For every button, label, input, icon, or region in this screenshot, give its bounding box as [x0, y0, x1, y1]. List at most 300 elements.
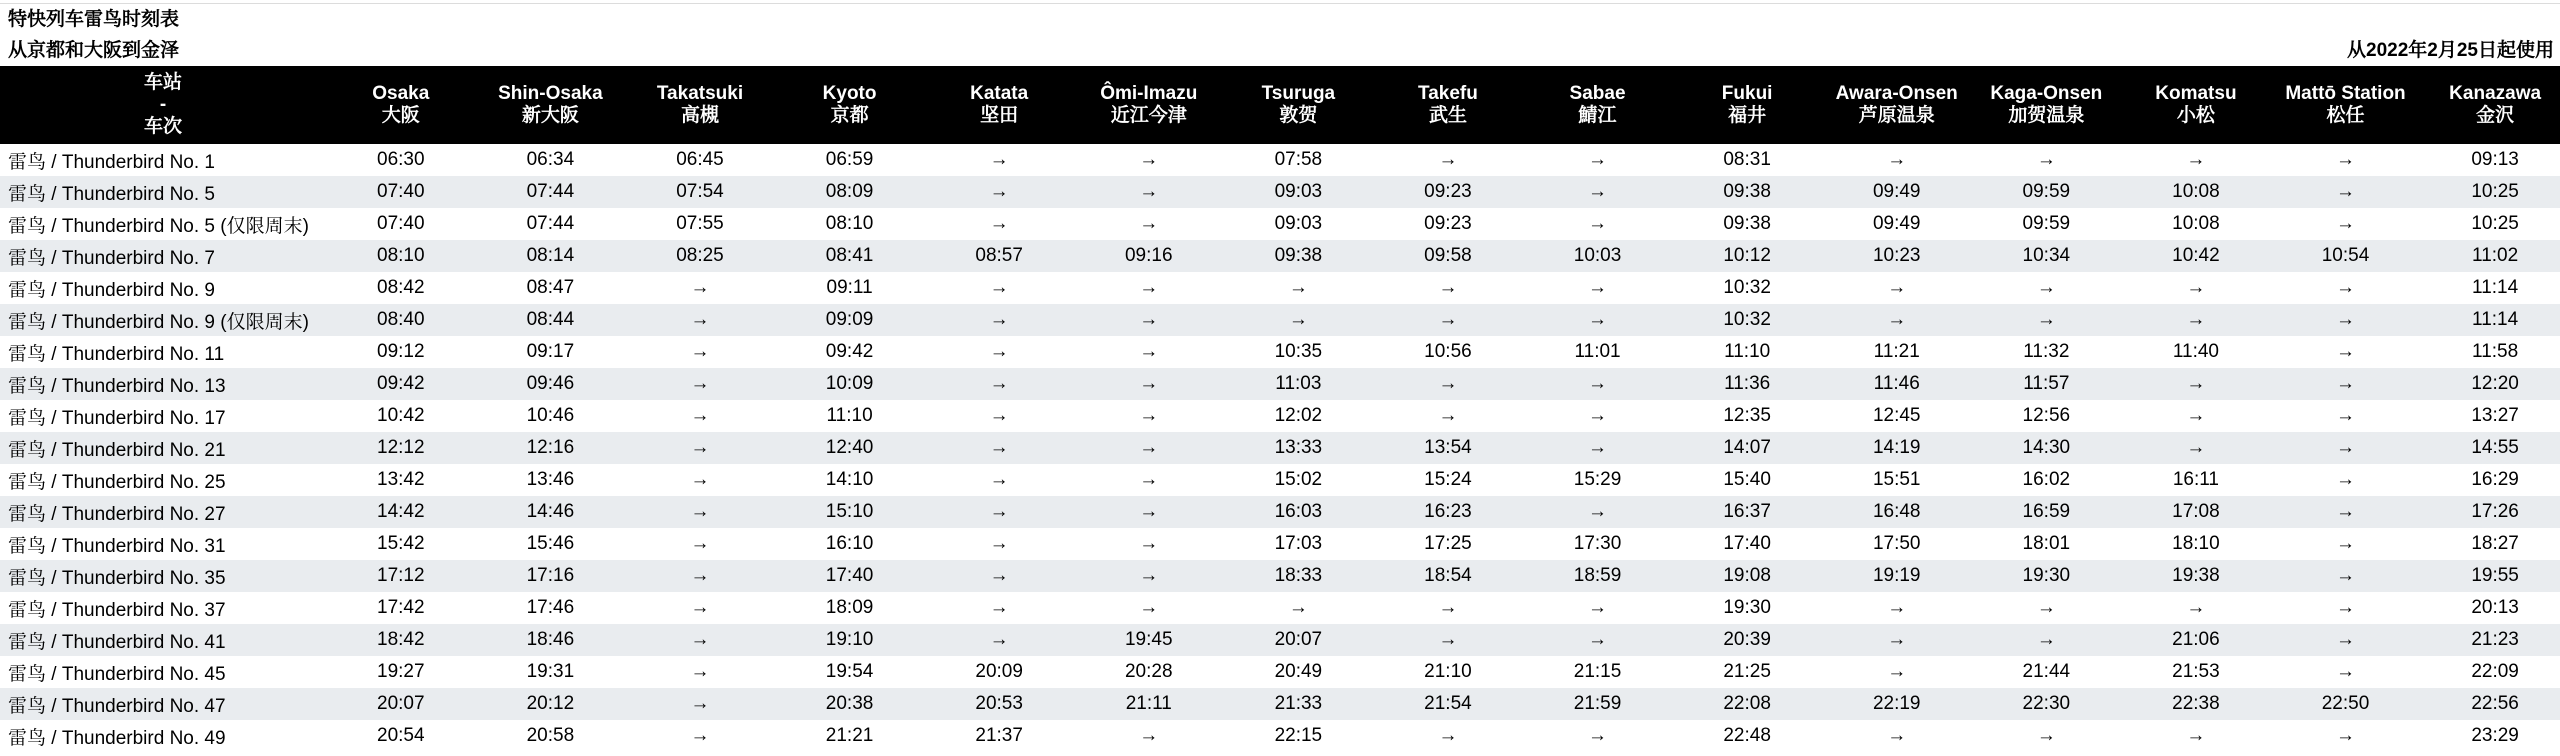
- departure-time-cell: 08:25: [625, 240, 775, 272]
- pass-arrow-cell: →: [625, 688, 775, 720]
- departure-time-cell: 20:49: [1274, 661, 1323, 682]
- station-name-zh: 金沢: [2476, 105, 2515, 126]
- station-name-en: Awara-Onsen: [1835, 83, 1958, 104]
- departure-time-cell: 15:51: [1872, 469, 1921, 490]
- departure-time-cell: 19:30: [1972, 560, 2122, 592]
- departure-time-cell: 15:46: [526, 533, 575, 554]
- effective-date: 从2022年2月25日起使用: [2347, 40, 2554, 61]
- station-header: [1074, 66, 1224, 144]
- corner-train-label: 车次: [143, 116, 182, 137]
- departure-time-cell: 11:14: [2420, 304, 2560, 336]
- train-name-cell: 雷鸟 / Thunderbird No. 11: [8, 343, 225, 365]
- station-name-en: Takatsuki: [656, 83, 744, 104]
- pass-arrow-cell: →: [1139, 149, 1159, 170]
- pass-arrow-cell: →: [1822, 624, 1972, 656]
- departure-time-cell: 18:42: [326, 624, 476, 656]
- departure-time-cell: 11:01: [1574, 341, 1621, 362]
- departure-time-cell: 22:19: [1822, 688, 1972, 720]
- pass-arrow-cell: →: [989, 597, 1009, 618]
- station-name-zh: 高槻: [680, 105, 719, 126]
- departure-time-cell: 15:42: [377, 533, 425, 554]
- train-name-cell: 雷鸟 / Thunderbird No. 41: [0, 624, 326, 656]
- train-name-cell: 雷鸟 / Thunderbird No. 35: [0, 560, 326, 592]
- pass-arrow-cell: →: [2186, 277, 2206, 298]
- departure-time-cell: 07:44: [526, 213, 575, 234]
- corner-station-label: 车站: [143, 72, 182, 93]
- pass-arrow-cell: →: [2336, 597, 2356, 618]
- departure-time-cell: 17:50: [1872, 533, 1921, 554]
- departure-time-cell: 10:56: [1424, 341, 1472, 362]
- pass-arrow-cell: →: [625, 560, 775, 592]
- departure-time-cell: 09:03: [1224, 176, 1374, 208]
- train-row: [0, 272, 2560, 304]
- station-name-zh: 新大阪: [521, 105, 579, 126]
- departure-time-cell: 21:10: [1424, 661, 1472, 682]
- pass-arrow-cell: →: [2336, 533, 2356, 554]
- pass-arrow-cell: →: [2336, 405, 2356, 426]
- pass-arrow-cell: →: [1523, 368, 1673, 400]
- departure-time-cell: 17:46: [526, 597, 575, 618]
- departure-time-cell: 21:15: [1573, 661, 1622, 682]
- departure-time-cell: 10:34: [1972, 240, 2122, 272]
- pass-arrow-cell: →: [1139, 469, 1159, 490]
- station-header: [1373, 66, 1523, 144]
- pass-arrow-cell: →: [2186, 405, 2206, 426]
- station-name-en: Tsuruga: [1261, 83, 1336, 104]
- departure-time-cell: 12:02: [1274, 405, 1323, 426]
- pass-arrow-cell: →: [2121, 304, 2271, 336]
- pass-arrow-cell: →: [690, 405, 710, 426]
- station-header: [2271, 66, 2421, 144]
- departure-time-cell: 11:02: [2420, 240, 2560, 272]
- pass-arrow-cell: →: [989, 341, 1009, 362]
- departure-time-cell: 19:10: [775, 624, 925, 656]
- departure-time-cell: 12:56: [2022, 405, 2071, 426]
- station-name-en: Kyoto: [822, 83, 877, 104]
- departure-time-cell: 23:29: [2471, 725, 2519, 746]
- pass-arrow-cell: →: [1139, 725, 1159, 746]
- departure-time-cell: 17:26: [2420, 496, 2560, 528]
- station-name-zh: 京都: [830, 105, 869, 126]
- departure-time-cell: 17:40: [775, 560, 925, 592]
- departure-time-cell: 15:29: [1573, 469, 1622, 490]
- departure-time-cell: 18:09: [825, 597, 874, 618]
- departure-time-cell: 11:58: [2472, 341, 2519, 362]
- timetable-table: [0, 66, 2560, 752]
- train-row: [0, 368, 2560, 400]
- departure-time-cell: 09:38: [1224, 240, 1374, 272]
- station-name-en: Sabae: [1569, 83, 1626, 104]
- departure-time-cell: 19:27: [377, 661, 425, 682]
- departure-time-cell: 22:09: [2471, 661, 2519, 682]
- station-name-en: Takefu: [1418, 83, 1478, 104]
- departure-time-cell: 19:30: [1723, 597, 1771, 618]
- pass-arrow-cell: →: [989, 277, 1009, 298]
- departure-time-cell: 16:02: [2022, 469, 2071, 490]
- departure-time-cell: 12:40: [775, 432, 925, 464]
- departure-time-cell: 21:53: [2172, 661, 2220, 682]
- departure-time-cell: 10:32: [1723, 277, 1771, 298]
- departure-time-cell: 06:34: [526, 149, 575, 170]
- departure-time-cell: 20:13: [2471, 597, 2519, 618]
- pass-arrow-cell: →: [2036, 597, 2056, 618]
- train-name-cell: 雷鸟 / Thunderbird No. 1: [8, 151, 215, 173]
- departure-time-cell: 21:11: [1074, 688, 1224, 720]
- departure-time-cell: 08:41: [775, 240, 925, 272]
- departure-time-cell: 09:23: [1373, 176, 1523, 208]
- station-name-en: Kanazawa: [2449, 83, 2542, 104]
- departure-time-cell: 14:42: [326, 496, 476, 528]
- departure-time-cell: 16:03: [1224, 496, 1374, 528]
- departure-time-cell: 14:30: [1972, 432, 2122, 464]
- pass-arrow-cell: →: [1139, 405, 1159, 426]
- pass-arrow-cell: →: [2186, 149, 2206, 170]
- departure-time-cell: 18:27: [2471, 533, 2519, 554]
- station-name-zh: 武生: [1428, 105, 1467, 126]
- corner-dash: -: [159, 94, 167, 115]
- train-row: [0, 464, 2560, 496]
- departure-time-cell: 18:01: [2022, 533, 2071, 554]
- pass-arrow-cell: →: [924, 368, 1074, 400]
- station-name-en: Mattō Station: [2285, 83, 2406, 104]
- departure-time-cell: 09:38: [1723, 213, 1771, 234]
- pass-arrow-cell: →: [1887, 597, 1907, 618]
- timetable-title: 特快列车雷鸟时刻表: [8, 9, 180, 30]
- departure-time-cell: 22:08: [1672, 688, 1822, 720]
- departure-time-cell: 06:45: [676, 149, 724, 170]
- train-name-cell: 雷鸟 / Thunderbird No. 49: [8, 727, 226, 749]
- departure-time-cell: 08:57: [924, 240, 1074, 272]
- departure-time-cell: 07:54: [625, 176, 775, 208]
- departure-time-cell: 17:03: [1274, 533, 1323, 554]
- departure-time-cell: 09:59: [2022, 213, 2071, 234]
- departure-time-cell: 08:10: [825, 213, 874, 234]
- departure-time-cell: 21:23: [2420, 624, 2560, 656]
- train-name-cell: 雷鸟 / Thunderbird No. 17: [8, 407, 226, 429]
- departure-time-cell: 11:46: [1822, 368, 1972, 400]
- departure-time-cell: 16:11: [2172, 469, 2219, 490]
- departure-time-cell: 20:12: [476, 688, 626, 720]
- train-row: [0, 336, 2560, 368]
- departure-time-cell: 10:23: [1822, 240, 1972, 272]
- train-row: [0, 176, 2560, 208]
- departure-time-cell: 17:12: [326, 560, 476, 592]
- train-row: [0, 528, 2560, 560]
- departure-time-cell: 20:39: [1672, 624, 1822, 656]
- departure-time-cell: 11:10: [826, 405, 873, 426]
- pass-arrow-cell: →: [690, 341, 710, 362]
- departure-time-cell: 09:49: [1822, 176, 1972, 208]
- departure-time-cell: 09:58: [1373, 240, 1523, 272]
- departure-time-cell: 22:38: [2121, 688, 2271, 720]
- pass-arrow-cell: →: [1588, 405, 1608, 426]
- pass-arrow-cell: →: [1373, 368, 1523, 400]
- pass-arrow-cell: →: [625, 304, 775, 336]
- departure-time-cell: 15:02: [1274, 469, 1323, 490]
- pass-arrow-cell: →: [625, 432, 775, 464]
- pass-arrow-cell: →: [1139, 533, 1159, 554]
- departure-time-cell: 09:16: [1074, 240, 1224, 272]
- train-name-cell: 雷鸟 / Thunderbird No. 31: [8, 535, 226, 557]
- departure-time-cell: 11:40: [2172, 341, 2219, 362]
- pass-arrow-cell: →: [2336, 661, 2356, 682]
- pass-arrow-cell: →: [1822, 304, 1972, 336]
- departure-time-cell: 10:08: [2172, 213, 2220, 234]
- departure-time-cell: 21:21: [825, 725, 874, 746]
- departure-time-cell: 17:25: [1424, 533, 1472, 554]
- pass-arrow-cell: →: [1438, 149, 1458, 170]
- train-name-cell: 雷鸟 / Thunderbird No. 5 (仅限周末): [8, 215, 309, 237]
- train-row: [0, 688, 2560, 720]
- departure-time-cell: 08:09: [775, 176, 925, 208]
- pass-arrow-cell: →: [1523, 496, 1673, 528]
- station-name-zh: 鯖江: [1578, 105, 1617, 126]
- pass-arrow-cell: →: [1887, 725, 1907, 746]
- departure-time-cell: 22:30: [1972, 688, 2122, 720]
- departure-time-cell: 09:38: [1672, 176, 1822, 208]
- departure-time-cell: 20:54: [377, 725, 425, 746]
- train-row: [0, 208, 2560, 240]
- train-row: [0, 496, 2560, 528]
- train-name-cell: 雷鸟 / Thunderbird No. 9: [8, 279, 215, 301]
- station-name-en: Shin-Osaka: [498, 83, 603, 104]
- departure-time-cell: 08:31: [1723, 149, 1771, 170]
- departure-time-cell: 11:32: [2023, 341, 2070, 362]
- pass-arrow-cell: →: [1139, 341, 1159, 362]
- departure-time-cell: 09:12: [377, 341, 425, 362]
- station-header: [2121, 66, 2271, 144]
- departure-time-cell: 09:46: [476, 368, 626, 400]
- train-name-cell: 雷鸟 / Thunderbird No. 9 (仅限周末): [0, 304, 326, 336]
- station-header: [1224, 66, 1374, 144]
- departure-time-cell: 07:44: [476, 176, 626, 208]
- station-name-zh: 松任: [2326, 105, 2365, 126]
- departure-time-cell: 20:38: [775, 688, 925, 720]
- departure-time-cell: 14:10: [825, 469, 874, 490]
- departure-time-cell: 11:10: [1724, 341, 1771, 362]
- departure-time-cell: 15:24: [1424, 469, 1472, 490]
- pass-arrow-cell: →: [2271, 496, 2421, 528]
- station-name-en: Kaga-Onsen: [1990, 83, 2103, 104]
- pass-arrow-cell: →: [2186, 597, 2206, 618]
- pass-arrow-cell: →: [1523, 624, 1673, 656]
- departure-time-cell: 10:46: [526, 405, 575, 426]
- departure-time-cell: 14:46: [476, 496, 626, 528]
- departure-time-cell: 09:59: [1972, 176, 2122, 208]
- pass-arrow-cell: →: [625, 624, 775, 656]
- station-name-zh: 敦贺: [1279, 105, 1318, 126]
- pass-arrow-cell: →: [1887, 149, 1907, 170]
- departure-time-cell: 13:27: [2471, 405, 2519, 426]
- departure-time-cell: 09:09: [775, 304, 925, 336]
- station-name-zh: 福井: [1728, 105, 1767, 126]
- pass-arrow-cell: →: [2121, 368, 2271, 400]
- pass-arrow-cell: →: [1224, 304, 1374, 336]
- station-header: [1822, 66, 1972, 144]
- pass-arrow-cell: →: [1139, 597, 1159, 618]
- station-name-zh: 大阪: [381, 105, 420, 126]
- departure-time-cell: 20:53: [924, 688, 1074, 720]
- train-row: [0, 144, 2560, 176]
- pass-arrow-cell: →: [924, 176, 1074, 208]
- departure-time-cell: 08:10: [326, 240, 476, 272]
- pass-arrow-cell: →: [1523, 432, 1673, 464]
- pass-arrow-cell: →: [2336, 277, 2356, 298]
- pass-arrow-cell: →: [989, 149, 1009, 170]
- pass-arrow-cell: →: [1288, 597, 1308, 618]
- departure-time-cell: 07:55: [676, 213, 724, 234]
- departure-time-cell: 21:59: [1523, 688, 1673, 720]
- departure-time-cell: 22:15: [1274, 725, 1323, 746]
- pass-arrow-cell: →: [1887, 661, 1907, 682]
- departure-time-cell: 19:31: [526, 661, 575, 682]
- pass-arrow-cell: →: [924, 560, 1074, 592]
- pass-arrow-cell: →: [690, 597, 710, 618]
- departure-time-cell: 13:42: [377, 469, 425, 490]
- departure-time-cell: 19:19: [1822, 560, 1972, 592]
- corner-header-cell: [0, 66, 326, 144]
- departure-time-cell: 11:36: [1672, 368, 1822, 400]
- pass-arrow-cell: →: [989, 213, 1009, 234]
- departure-time-cell: 18:33: [1224, 560, 1374, 592]
- departure-time-cell: 18:59: [1523, 560, 1673, 592]
- pass-arrow-cell: →: [2271, 432, 2421, 464]
- departure-time-cell: 12:12: [326, 432, 476, 464]
- train-name-cell: 雷鸟 / Thunderbird No. 5: [0, 176, 326, 208]
- departure-time-cell: 10:08: [2121, 176, 2271, 208]
- train-row: [0, 560, 2560, 592]
- pass-arrow-cell: →: [1139, 277, 1159, 298]
- departure-time-cell: 15:10: [775, 496, 925, 528]
- departure-time-cell: 10:32: [1672, 304, 1822, 336]
- departure-time-cell: 22:56: [2420, 688, 2560, 720]
- departure-time-cell: 06:30: [377, 149, 425, 170]
- pass-arrow-cell: →: [989, 405, 1009, 426]
- departure-time-cell: 19:45: [1074, 624, 1224, 656]
- train-name-cell: 雷鸟 / Thunderbird No. 21: [0, 432, 326, 464]
- pass-arrow-cell: →: [1074, 368, 1224, 400]
- pass-arrow-cell: →: [1373, 624, 1523, 656]
- departure-time-cell: 07:40: [326, 176, 476, 208]
- departure-time-cell: 11:14: [2472, 277, 2519, 298]
- pass-arrow-cell: →: [1074, 304, 1224, 336]
- pass-arrow-cell: →: [1074, 432, 1224, 464]
- departure-time-cell: 16:10: [825, 533, 874, 554]
- departure-time-cell: 09:49: [1872, 213, 1921, 234]
- train-row: [0, 304, 2560, 336]
- departure-time-cell: 08:42: [377, 277, 425, 298]
- pass-arrow-cell: →: [2121, 432, 2271, 464]
- departure-time-cell: 17:40: [1723, 533, 1771, 554]
- departure-time-cell: 16:29: [2471, 469, 2519, 490]
- pass-arrow-cell: →: [989, 533, 1009, 554]
- station-header: [924, 66, 1074, 144]
- pass-arrow-cell: →: [690, 533, 710, 554]
- departure-time-cell: 20:09: [975, 661, 1023, 682]
- pass-arrow-cell: →: [1074, 176, 1224, 208]
- departure-time-cell: 16:59: [1972, 496, 2122, 528]
- pass-arrow-cell: →: [1972, 304, 2122, 336]
- train-row: [0, 592, 2560, 624]
- pass-arrow-cell: →: [1588, 597, 1608, 618]
- departure-time-cell: 20:07: [326, 688, 476, 720]
- spreadsheet-top-gridline: [0, 0, 2560, 4]
- departure-time-cell: 07:58: [1274, 149, 1323, 170]
- train-name-cell: 雷鸟 / Thunderbird No. 45: [8, 663, 226, 685]
- pass-arrow-cell: →: [924, 432, 1074, 464]
- pass-arrow-cell: →: [2271, 560, 2421, 592]
- train-row: [0, 432, 2560, 464]
- departure-time-cell: 14:19: [1822, 432, 1972, 464]
- pass-arrow-cell: →: [1438, 405, 1458, 426]
- departure-time-cell: 19:08: [1672, 560, 1822, 592]
- departure-time-cell: 16:23: [1373, 496, 1523, 528]
- pass-arrow-cell: →: [1438, 597, 1458, 618]
- departure-time-cell: 13:46: [526, 469, 575, 490]
- train-row: [0, 400, 2560, 432]
- station-header: [625, 66, 775, 144]
- station-name-zh: 近江今津: [1110, 105, 1187, 126]
- departure-time-cell: 21:33: [1224, 688, 1374, 720]
- departure-time-cell: 20:07: [1224, 624, 1374, 656]
- train-name-cell: 雷鸟 / Thunderbird No. 13: [0, 368, 326, 400]
- departure-time-cell: 19:55: [2420, 560, 2560, 592]
- departure-time-cell: 10:42: [2121, 240, 2271, 272]
- pass-arrow-cell: →: [1438, 277, 1458, 298]
- station-name-en: Katata: [970, 83, 1029, 104]
- pass-arrow-cell: →: [2271, 176, 2421, 208]
- station-header: [2420, 66, 2560, 144]
- departure-time-cell: 12:35: [1723, 405, 1771, 426]
- pass-arrow-cell: →: [690, 469, 710, 490]
- departure-time-cell: 20:28: [1124, 661, 1173, 682]
- train-row: [0, 624, 2560, 656]
- departure-time-cell: 18:10: [2172, 533, 2220, 554]
- pass-arrow-cell: →: [2336, 725, 2356, 746]
- departure-time-cell: 13:33: [1224, 432, 1374, 464]
- departure-time-cell: 11:03: [1224, 368, 1374, 400]
- train-row: [0, 656, 2560, 688]
- pass-arrow-cell: →: [2036, 277, 2056, 298]
- departure-time-cell: 09:13: [2471, 149, 2519, 170]
- departure-time-cell: 10:09: [775, 368, 925, 400]
- pass-arrow-cell: →: [2336, 469, 2356, 490]
- departure-time-cell: 16:48: [1822, 496, 1972, 528]
- pass-arrow-cell: →: [2336, 149, 2356, 170]
- departure-time-cell: 10:25: [2471, 213, 2519, 234]
- departure-time-cell: 13:54: [1373, 432, 1523, 464]
- pass-arrow-cell: →: [2186, 725, 2206, 746]
- departure-time-cell: 16:37: [1672, 496, 1822, 528]
- departure-time-cell: 17:42: [377, 597, 425, 618]
- station-header: [1672, 66, 1822, 144]
- station-name-en: Fukui: [1721, 83, 1773, 104]
- station-header: [326, 66, 476, 144]
- departure-time-cell: 19:38: [2121, 560, 2271, 592]
- station-name-en: Ômi-Imazu: [1100, 83, 1198, 104]
- departure-time-cell: 18:54: [1373, 560, 1523, 592]
- pass-arrow-cell: →: [1373, 304, 1523, 336]
- pass-arrow-cell: →: [1523, 304, 1673, 336]
- departure-time-cell: 12:45: [1872, 405, 1921, 426]
- pass-arrow-cell: →: [2036, 149, 2056, 170]
- station-name-zh: 坚田: [980, 105, 1019, 126]
- departure-time-cell: 22:50: [2271, 688, 2421, 720]
- departure-time-cell: 10:03: [1523, 240, 1673, 272]
- train-name-cell: 雷鸟 / Thunderbird No. 37: [8, 599, 226, 621]
- station-name-en: Osaka: [372, 83, 430, 104]
- departure-time-cell: 09:11: [826, 277, 873, 298]
